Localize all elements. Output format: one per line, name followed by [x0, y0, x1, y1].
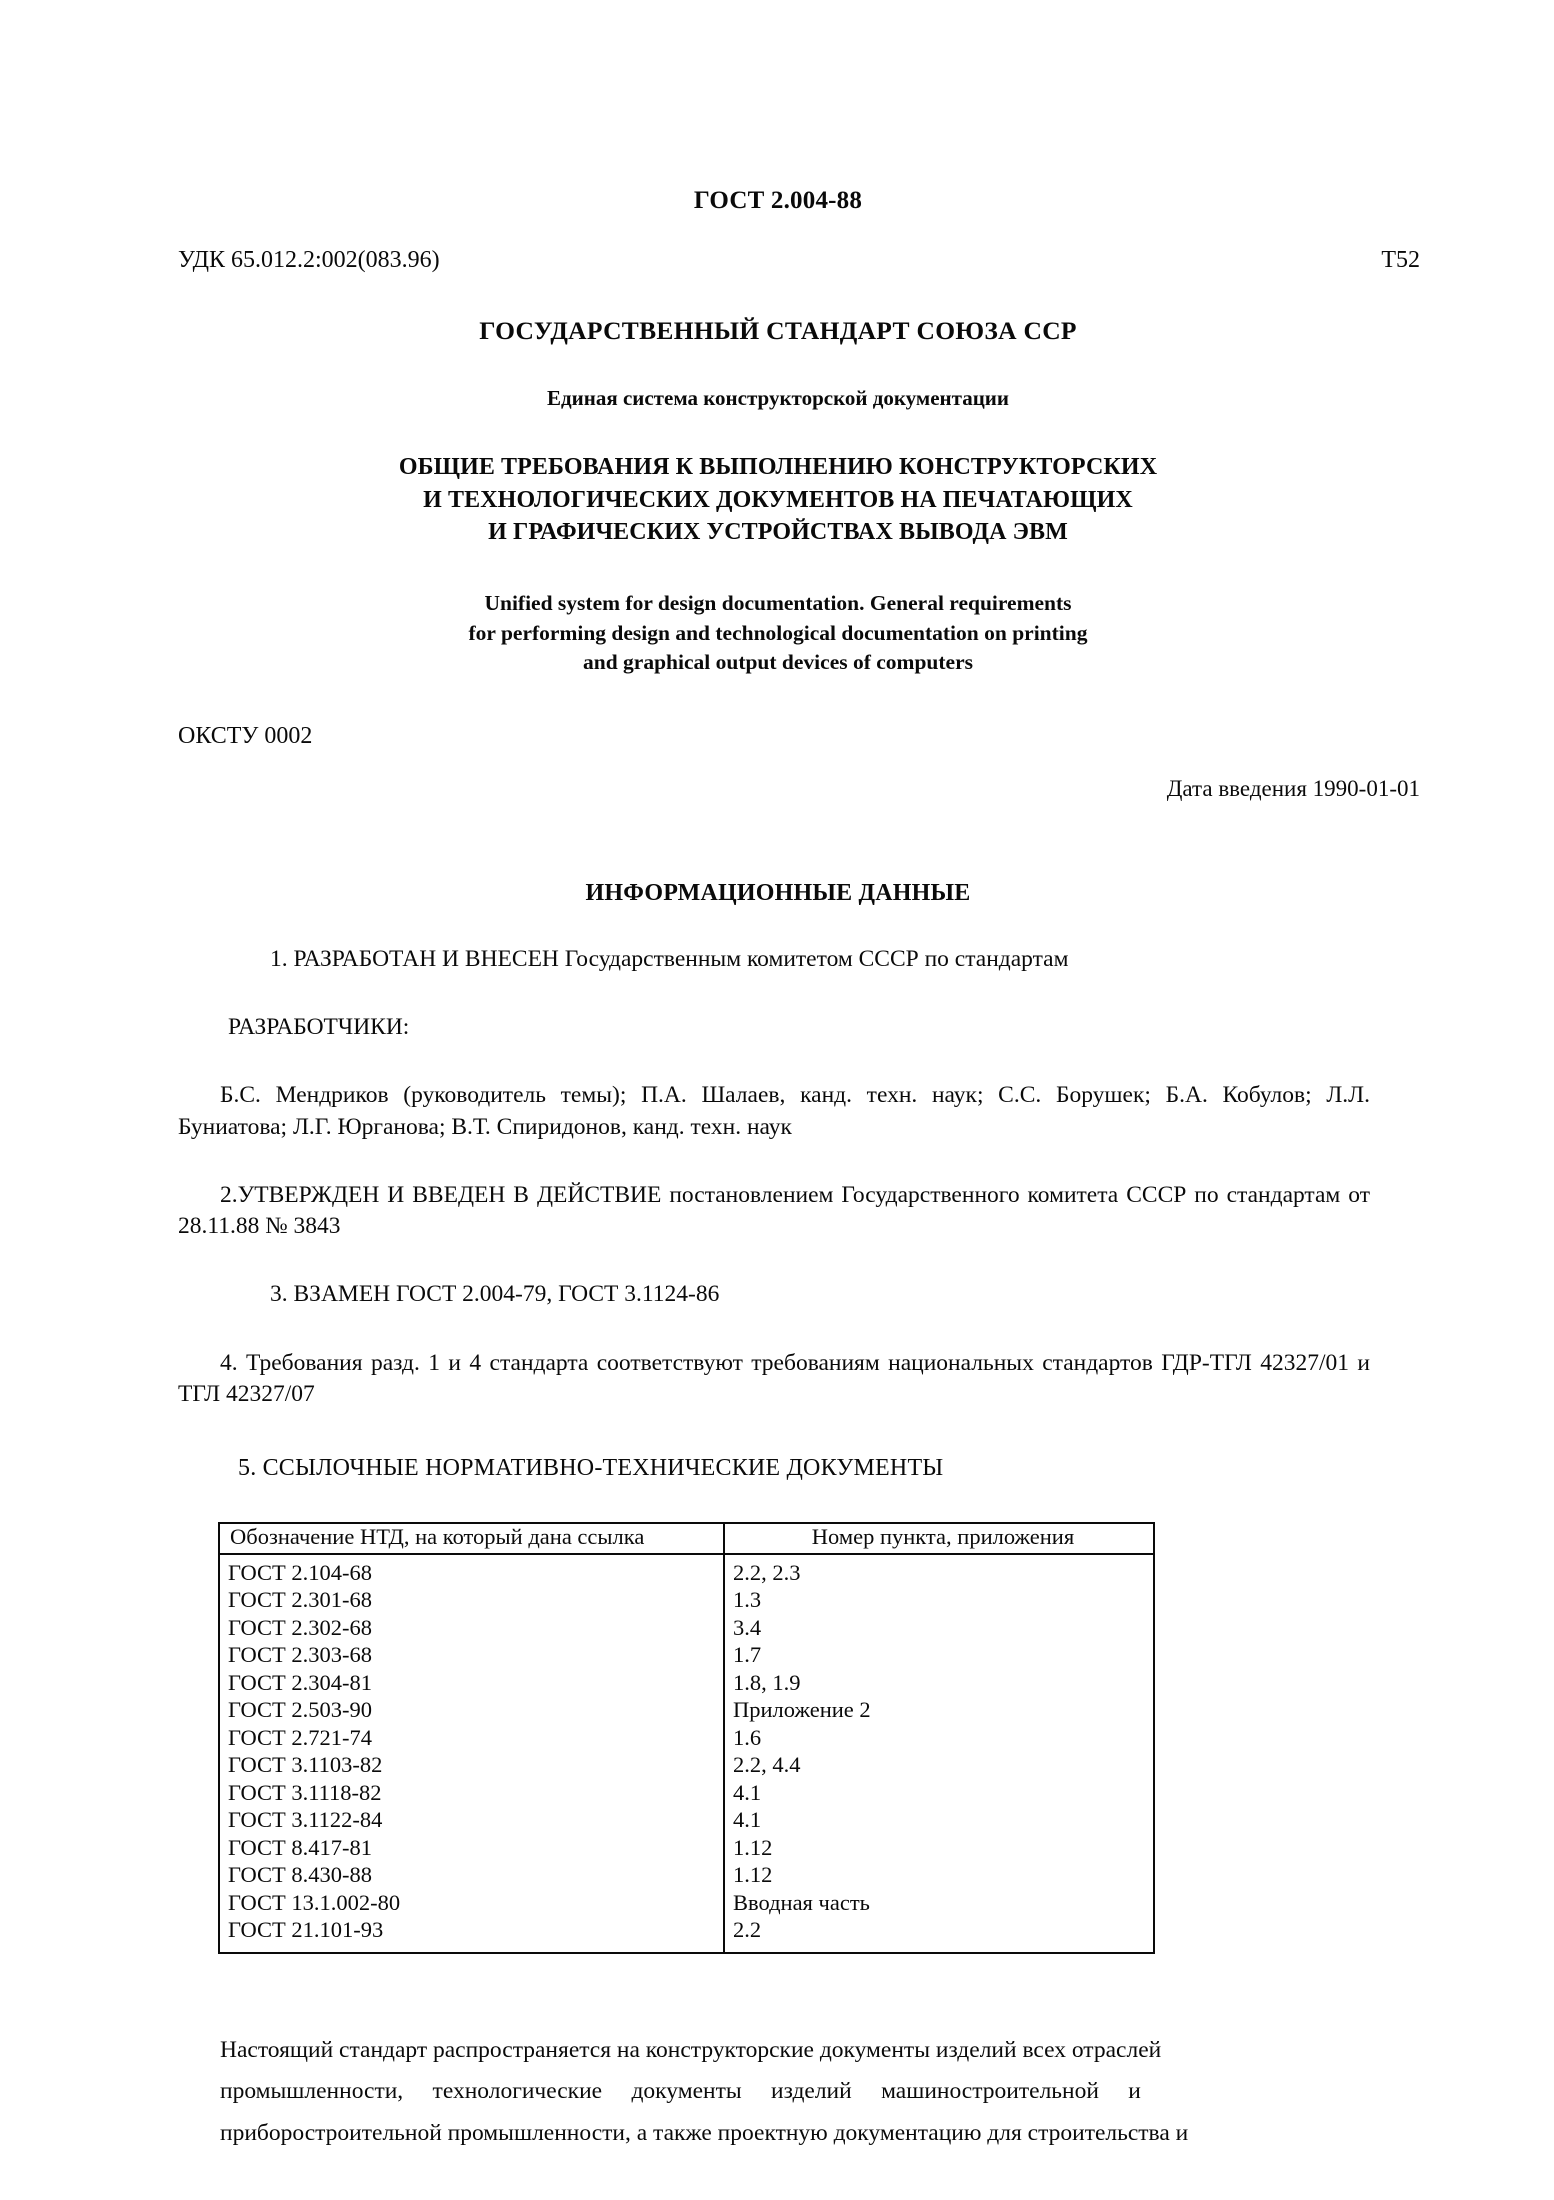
- table-row: [219, 1917, 1154, 1953]
- table-cell-designation: ГОСТ 2.302-68: [219, 1615, 724, 1643]
- table-cell-clause: 1.12: [733, 1862, 773, 1888]
- table-cell-clause: Вводная часть: [733, 1889, 870, 1915]
- table-cell-clause: 2.2, 4.4: [733, 1752, 801, 1778]
- document-title-line-1: ОБЩИЕ ТРЕБОВАНИЯ К ВЫПОЛНЕНИЮ КОНСТРУКТОРСКИХ: [398, 454, 1158, 480]
- udk-row: [178, 247, 1420, 274]
- document-title-english-line-1: Unified system for design documentation. General requirements: [484, 590, 1072, 615]
- document-code: ГОСТ 2.004-88: [693, 187, 863, 214]
- table-body: [219, 1554, 1154, 1953]
- table-cell-designation: ГОСТ 21.101-93: [219, 1917, 724, 1953]
- scope-line-3: приборостроительной промышленности, а также проектную документацию для строительства и: [220, 2120, 1189, 2147]
- table-cell-designation: ГОСТ 2.304-81: [219, 1670, 724, 1698]
- table-cell-clause: 2.2: [733, 1917, 762, 1943]
- table-row: [219, 1807, 1154, 1835]
- table-row: [219, 1670, 1154, 1698]
- information-data-heading: ИНФОРМАЦИОННЫЕ ДАННЫЕ: [585, 879, 971, 906]
- scope-paragraph: [178, 2030, 1370, 2155]
- table-cell-clause: 1.8, 1.9: [733, 1669, 801, 1695]
- info-item-1: 1. РАЗРАБОТАН И ВНЕСЕН Государственным комитетом СССР по стандартам: [270, 945, 1069, 972]
- reference-documents-heading: 5. ССЫЛОЧНЫЕ НОРМАТИВНО-ТЕХНИЧЕСКИЕ ДОКУМЕНТЫ: [238, 1455, 944, 1482]
- table-column-header-clause: Номер пункта, приложения: [811, 1524, 1075, 1550]
- scope-line-1: Настоящий стандарт распространяется на конструкторские документы изделий всех отраслей: [220, 2036, 1162, 2063]
- system-name-heading: Единая система конструкторской документации: [547, 386, 1009, 410]
- info-item-4: 4. Требования разд. 1 и 4 стандарта соответствуют требованиям национальных стандартов ГДР-ТГЛ 42327/01 и ТГЛ 42327/07: [178, 1349, 1370, 1407]
- okstu-code: ОКСТУ 0002: [178, 722, 313, 749]
- table-cell-clause: 1.3: [733, 1587, 762, 1613]
- reference-documents-table: [218, 1522, 1155, 1954]
- table-cell-clause: 1.12: [733, 1834, 773, 1860]
- classification-code: Т52: [1381, 247, 1420, 273]
- table-row: [219, 1587, 1154, 1615]
- table-cell-designation: ГОСТ 2.503-90: [219, 1697, 724, 1725]
- table-cell-designation: ГОСТ 8.417-81: [219, 1835, 724, 1863]
- table-row: [219, 1554, 1154, 1588]
- table-cell-designation: ГОСТ 13.1.002-80: [219, 1890, 724, 1918]
- table-cell-designation: ГОСТ 2.721-74: [219, 1725, 724, 1753]
- document-title: [228, 451, 1328, 549]
- table-row: [219, 1615, 1154, 1643]
- developers-list: Б.С. Мендриков (руководитель темы); П.А. Шалаев, канд. техн. наук; С.С. Борушек; Б.А. Кобулов; Л.Л. Буниатова; Л.Г. Юрганова; В.Т. Спиридонов, канд. техн. наук: [178, 1082, 1370, 1140]
- table-column-header-designation: Обозначение НТД, на который дана ссылка: [219, 1523, 724, 1554]
- table-cell-clause: 2.2, 2.3: [733, 1559, 801, 1585]
- national-standard-heading: ГОСУДАРСТВЕННЫЙ СТАНДАРТ СОЮЗА ССР: [479, 316, 1077, 345]
- table-row: [219, 1780, 1154, 1808]
- info-item-2: 2.УТВЕРЖДЕН И ВВЕДЕН В ДЕЙСТВИЕ постановлением Государственного комитета СССР по стандартам от 28.11.88 № 3843: [178, 1181, 1370, 1240]
- document-title-english-line-3: and graphical output devices of computers: [583, 650, 973, 675]
- table-row: [219, 1862, 1154, 1890]
- table-header-row: [219, 1523, 1154, 1554]
- table-cell-designation: ГОСТ 2.303-68: [219, 1642, 724, 1670]
- table-cell-clause: 1.7: [733, 1642, 762, 1668]
- page-content: [178, 0, 1420, 2155]
- scope-line-2: промышленности, технологические документы изделий машиностроительной и: [220, 2078, 1141, 2105]
- table-cell-designation: ГОСТ 8.430-88: [219, 1862, 724, 1890]
- table-cell-designation: ГОСТ 3.1122-84: [219, 1807, 724, 1835]
- document-title-line-3: И ГРАФИЧЕСКИХ УСТРОЙСТВАХ ВЫВОДА ЭВМ: [488, 519, 1068, 546]
- info-item-3: 3. ВЗАМЕН ГОСТ 2.004-79, ГОСТ 3.1124-86: [270, 1281, 720, 1308]
- table-cell-designation: ГОСТ 2.104-68: [219, 1554, 724, 1588]
- introduction-date: Дата введения 1990-01-01: [1166, 775, 1420, 801]
- table-row: [219, 1697, 1154, 1725]
- table-cell-clause: 4.1: [733, 1807, 762, 1833]
- table-cell-clause: 3.4: [733, 1614, 762, 1640]
- document-title-english-line-2: for performing design and technological documentation on printing: [468, 620, 1088, 645]
- table-row: [219, 1890, 1154, 1918]
- table-cell-clause: 4.1: [733, 1779, 762, 1805]
- document-title-english: [228, 589, 1328, 678]
- table-row: [219, 1725, 1154, 1753]
- table-cell-clause: Приложение 2: [733, 1697, 871, 1723]
- table-row: [219, 1752, 1154, 1780]
- udk-code: УДК 65.012.2:002(083.96): [178, 247, 440, 273]
- table-cell-designation: ГОСТ 3.1103-82: [219, 1752, 724, 1780]
- table-cell-clause: 1.6: [733, 1724, 762, 1750]
- table-row: [219, 1642, 1154, 1670]
- table-header: [219, 1523, 1154, 1554]
- developers-label: РАЗРАБОТЧИКИ:: [228, 1014, 410, 1041]
- document-title-line-2: И ТЕХНОЛОГИЧЕСКИХ ДОКУМЕНТОВ НА ПЕЧАТАЮЩИХ: [423, 486, 1133, 513]
- table-cell-designation: ГОСТ 2.301-68: [219, 1587, 724, 1615]
- table-row: [219, 1835, 1154, 1863]
- table-cell-designation: ГОСТ 3.1118-82: [219, 1780, 724, 1808]
